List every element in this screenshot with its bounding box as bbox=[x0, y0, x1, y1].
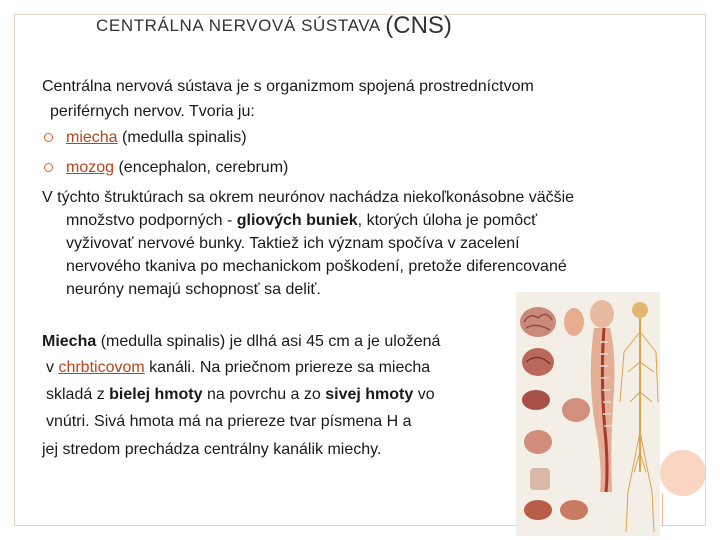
bullet-icon bbox=[44, 163, 53, 172]
intro-text: periférnych nervov. Tvoria ju: bbox=[50, 103, 255, 120]
miecha-link[interactable]: miecha bbox=[66, 129, 118, 146]
paragraph-line: vnútri. Sivá hmota má na priereze tvar písmena H a bbox=[46, 413, 412, 430]
paragraph-line: nervového tkaniva po mechanickom poškodení, pretože diferencované bbox=[66, 258, 567, 275]
list-item: miecha (medulla spinalis) bbox=[66, 129, 247, 146]
intro-text: Centrálna nervová sústava je s organizmom spojená prostredníctvom bbox=[42, 78, 534, 95]
paragraph-line: jej stredom prechádza centrálny kanálik miechy. bbox=[42, 441, 382, 458]
slide-title: CENTRÁLNA NERVOVÁ SÚSTAVA (CNS) bbox=[96, 12, 452, 39]
mozog-link[interactable]: mozog bbox=[66, 159, 115, 176]
paragraph-line: Miecha (medulla spinalis) je dlhá asi 45 cm a je uložená bbox=[42, 333, 441, 350]
paragraph-line: skladá z bielej hmoty na povrchu a zo sivej hmoty vo bbox=[46, 386, 435, 403]
paragraph-line: množstvo podporných - gliových buniek, ktorých úloha je pomôcť bbox=[66, 212, 538, 229]
paragraph-line: v chrbticovom kanáli. Na priečnom priereze sa miecha bbox=[46, 359, 431, 376]
chrbticovom-link[interactable]: chrbticovom bbox=[58, 359, 145, 376]
list-item: mozog (encephalon, cerebrum) bbox=[66, 159, 289, 176]
decorative-line bbox=[662, 494, 707, 526]
nervous-system-illustration-icon bbox=[516, 292, 660, 536]
paragraph-line: vyživovať nervové bunky. Taktiež ich význam spočíva v zacelení bbox=[66, 235, 520, 252]
bullet-icon bbox=[44, 133, 53, 142]
decorative-circle bbox=[660, 450, 706, 496]
paragraph-line: neuróny nemajú schopnosť sa deliť. bbox=[66, 281, 321, 298]
paragraph-line: V týchto štruktúrach sa okrem neurónov nachádza niekoľkonásobne väčšie bbox=[42, 189, 575, 206]
